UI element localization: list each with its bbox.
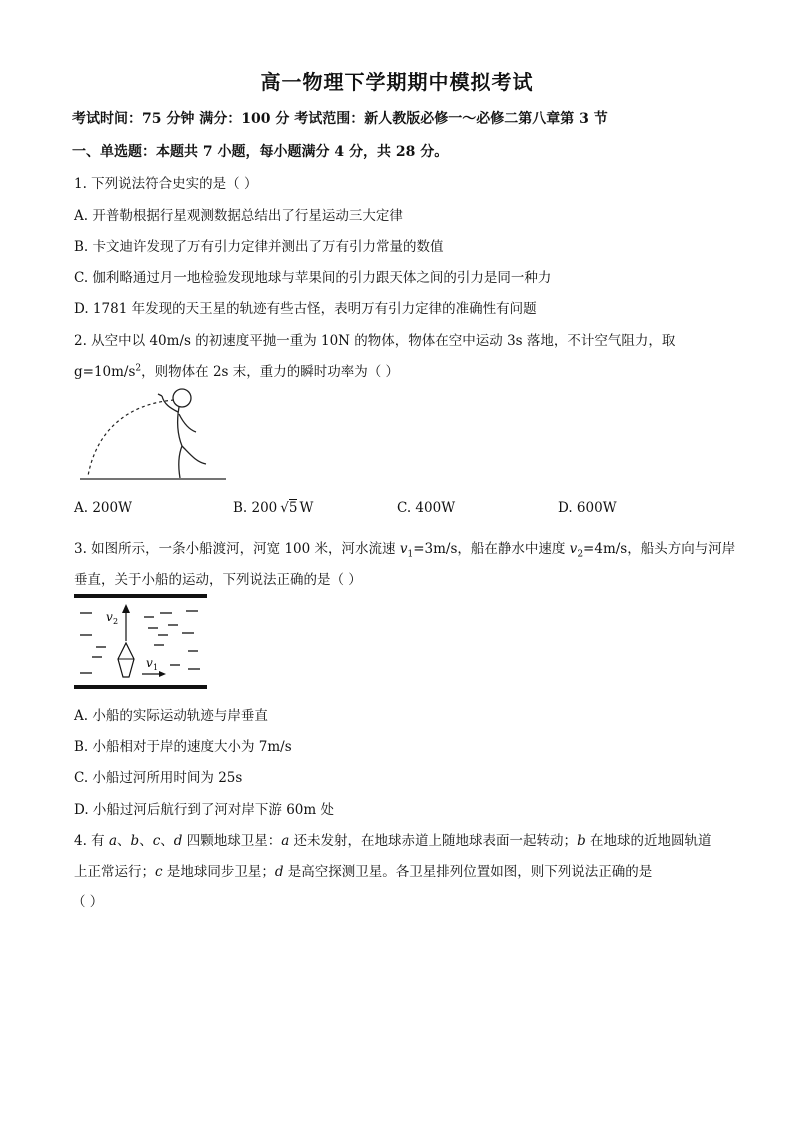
- q3-option-c: C. 小船过河所用时间为 25s: [74, 770, 243, 786]
- q2-figure-throw: [78, 384, 228, 484]
- fig-v2-label: v: [106, 610, 113, 624]
- exam-info: 考试时间：75 分钟 满分：100 分 考试范围：新人教版必修一～必修二第八章第 3 节: [72, 111, 608, 127]
- q3-stem-part2: =3m/s，船在静水中速度: [413, 541, 570, 557]
- q3-v2-sub: 2: [577, 549, 584, 560]
- q4-sat-a: a: [108, 833, 118, 849]
- q1-option-b: B. 卡文迪许发现了万有引力定律并测出了万有引力常量的数值: [74, 239, 444, 255]
- q2-stem-tail: ，则物体在 2s 末，重力的瞬时功率为（ ）: [141, 364, 400, 380]
- q4-part7: 是高空探测卫星。各卫星排列位置如图，则下列说法正确的是: [283, 864, 653, 880]
- q4-sat-d: d: [173, 833, 183, 849]
- q4-c-ref: c: [155, 864, 163, 880]
- section-heading: 一、单选题：本题共 7 小题，每小题满分 4 分，共 28 分。: [72, 144, 449, 160]
- q3-v1-sub: 1: [407, 549, 414, 560]
- q2-gravity-exponent: 2: [135, 363, 142, 374]
- water-ripples: [80, 611, 200, 673]
- q3-stem-part3: =4m/s，船头方向与河岸: [583, 541, 736, 557]
- q4-sat-c: c: [152, 833, 161, 849]
- q4-b-ref: b: [577, 833, 586, 849]
- q3-v2: v: [569, 541, 578, 557]
- river-bank-bottom: [74, 685, 207, 689]
- q4-stem-line1: [74, 829, 712, 849]
- q2-gravity: g=10m/s: [74, 364, 136, 380]
- q2-stem-line1: 2. 从空中以 40m/s 的初速度平抛一重为 10N 的物体，物体在空中运动 3s 落地，不计空气阻力，取: [74, 333, 676, 349]
- q3-option-a: A. 小船的实际运动轨迹与岸垂直: [74, 708, 268, 724]
- q4-sep2: 、: [139, 833, 153, 849]
- q3-option-b: B. 小船相对于岸的速度大小为 7m/s: [74, 739, 292, 755]
- q4-part4: 在地球的近地圆轨道: [585, 833, 712, 849]
- fig-v1-label: v: [146, 656, 153, 670]
- q3-stem-line2: 垂直，关于小船的运动，下列说法正确的是（ ）: [74, 572, 362, 588]
- boat-shape: [118, 643, 134, 677]
- fig-v2-label-sub: 2: [113, 617, 119, 626]
- q3-option-d: D. 小船过河后航行到了河对岸下游 60m 处: [74, 802, 334, 818]
- trajectory-dashed: [88, 400, 174, 476]
- q3-v1: v: [399, 541, 408, 557]
- river-bank-top: [74, 594, 207, 598]
- q4-d-ref: d: [274, 864, 284, 880]
- q1-option-c: C. 伽利略通过月一地检验发现地球与苹果间的引力跟天体之间的引力是同一种力: [74, 270, 552, 286]
- q2-stem-line2: [74, 360, 399, 380]
- q4-part6: 是地球同步卫星；: [162, 864, 275, 880]
- q2-option-b-prefix: B. 200: [233, 500, 278, 516]
- q2-option-b: [233, 500, 313, 516]
- q3-stem-part1: 3. 如图所示，一条小船渡河，河宽 100 米，河水流速: [74, 541, 400, 557]
- v1-arrow-head: [159, 671, 166, 677]
- q1-stem: 1. 下列说法符合史实的是（ ）: [74, 176, 258, 192]
- q4-part1: 4. 有: [74, 833, 109, 849]
- q4-a-ref: a: [281, 833, 290, 849]
- q3-stem-line1: [74, 537, 735, 560]
- q4-sep3: 、: [160, 833, 174, 849]
- q3-figure-river: [74, 593, 209, 691]
- q4-sep1: 、: [117, 833, 131, 849]
- sqrt-symbol: √: [280, 500, 289, 516]
- q4-part2: 四颗地球卫星：: [182, 833, 282, 849]
- person-body: [178, 407, 182, 446]
- fig-v1-label-sub: 1: [153, 663, 159, 672]
- person-arm-right: [179, 414, 196, 432]
- q1-option-d: D. 1781 年发现的天王星的轨迹有些古怪，表明万有引力定律的准确性有问题: [74, 301, 537, 317]
- v2-arrow-head: [122, 604, 130, 613]
- person-head: [173, 389, 191, 407]
- page-title: 高一物理下学期期中模拟考试: [260, 70, 534, 94]
- person-legs: [179, 446, 206, 478]
- q2-option-c: C. 400W: [397, 500, 456, 516]
- q4-stem-line2: [74, 860, 652, 880]
- q2-option-d: D. 600W: [558, 500, 617, 516]
- q2-option-b-unit: W: [299, 500, 314, 516]
- q4-answer-blank: （ ）: [72, 894, 104, 910]
- q4-part5: 上正常运行；: [74, 864, 155, 880]
- q4-part3: 还未发射，在地球赤道上随地球表面一起转动；: [289, 833, 578, 849]
- q2-option-a: A. 200W: [74, 500, 132, 516]
- sqrt-radicand: 5: [288, 500, 298, 516]
- q4-sat-b: b: [130, 833, 140, 849]
- q1-option-a: A. 开普勒根据行星观测数据总结出了行星运动三大定律: [74, 208, 403, 224]
